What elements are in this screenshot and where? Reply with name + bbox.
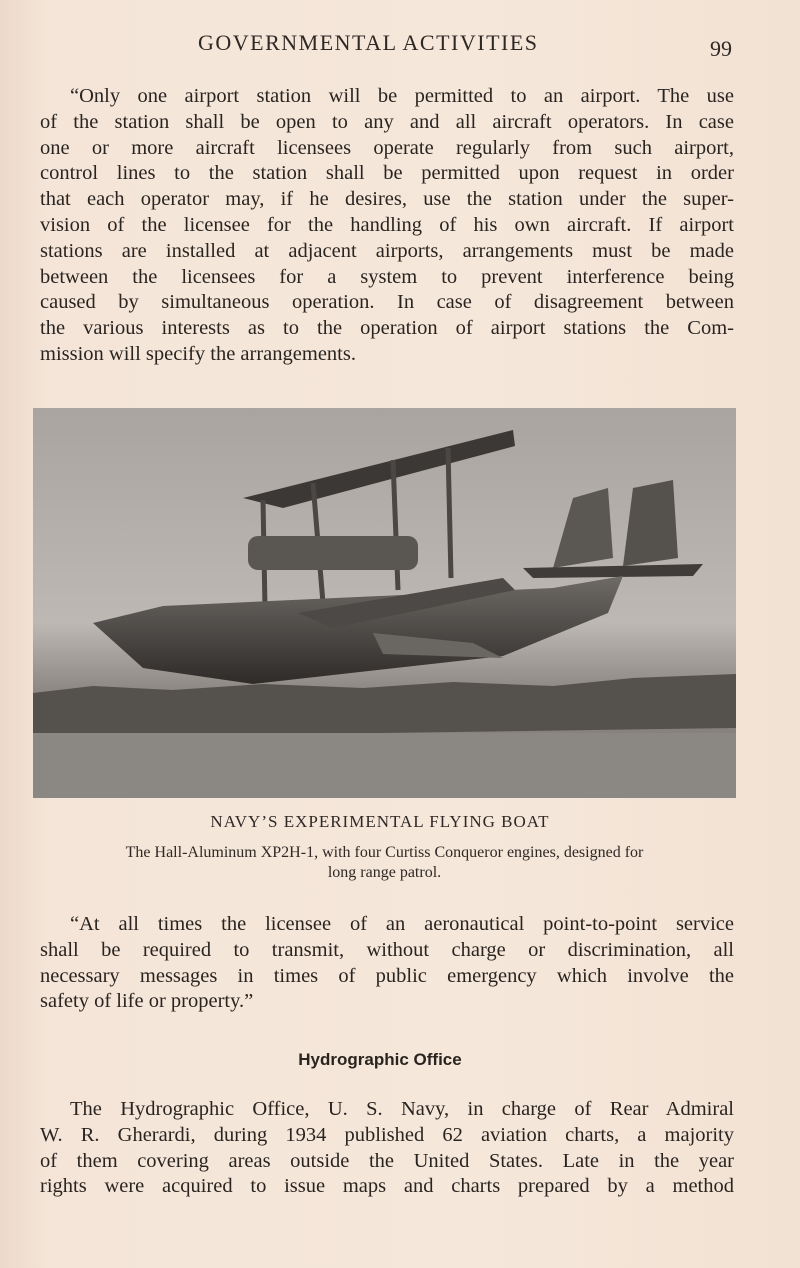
running-head: [0, 30, 800, 60]
text-line: of the station shall be open to any and all aircraft operators. In case: [40, 110, 734, 133]
text-line: the various interests as to the operation of airport stations the Com-: [40, 317, 734, 340]
text-line: one or more aircraft licensees operate regularly from such airport,: [40, 136, 734, 159]
text-line: The Hydrographic Office, U. S. Navy, in charge of Rear Admiral: [70, 1098, 734, 1120]
text-line: vision of the licensee for the handling of his own aircraft. If airport: [40, 213, 734, 236]
text-line: that each operator may, if he desires, use the station under the super-: [40, 188, 734, 211]
water: [33, 733, 736, 798]
paragraph-emergency-messages: [40, 912, 734, 1015]
text-line: caused by simultaneous operation. In case of disagreement between: [40, 291, 734, 314]
text-line: W. R. Gherardi, during 1934 published 62 aviation charts, a majority: [40, 1123, 734, 1146]
text-line: safety of life or property.”: [40, 990, 254, 1013]
flying-boat-photo: [33, 408, 736, 798]
text-line: mission will specify the arrangements.: [40, 342, 356, 365]
caption-line: long range patrol.: [327, 864, 442, 881]
text-line: control lines to the station shall be permitted upon request in order: [40, 162, 734, 185]
text-line: “At all times the licensee of an aeronautical point-to-point service: [70, 913, 734, 935]
engine-nacelle: [248, 536, 418, 570]
text-line: between the licensees for a system to prevent interference being: [40, 265, 734, 288]
flying-boat-illustration: [33, 408, 736, 798]
caption-line: The Hall-Aluminum XP2H-1, with four Curtiss Conqueror engines, designed for: [125, 844, 644, 861]
section-heading: Hydrographic Office: [298, 1050, 462, 1069]
text-line: “Only one airport station will be permitted to an airport. The use: [70, 85, 734, 107]
text-line: stations are installed at adjacent airports, arrangements must be made: [40, 239, 734, 262]
paragraph-hydrographic-office: [40, 1097, 734, 1200]
text-line: of them covering areas outside the United States. Late in the year: [40, 1149, 734, 1172]
page-number: 99: [710, 36, 732, 61]
paragraph-airport-stations: [40, 84, 734, 368]
text-line: rights were acquired to issue maps and charts prepared by a method: [40, 1175, 734, 1198]
text-line: necessary messages in times of public emergency which involve the: [40, 964, 734, 987]
running-title: GOVERNMENTAL ACTIVITIES: [198, 30, 539, 55]
text-line: shall be required to transmit, without charge or discrimination, all: [40, 938, 734, 961]
figure-caption: [33, 843, 736, 883]
figure-caption-title: NAVY’S EXPERIMENTAL FLYING BOAT: [210, 812, 550, 831]
